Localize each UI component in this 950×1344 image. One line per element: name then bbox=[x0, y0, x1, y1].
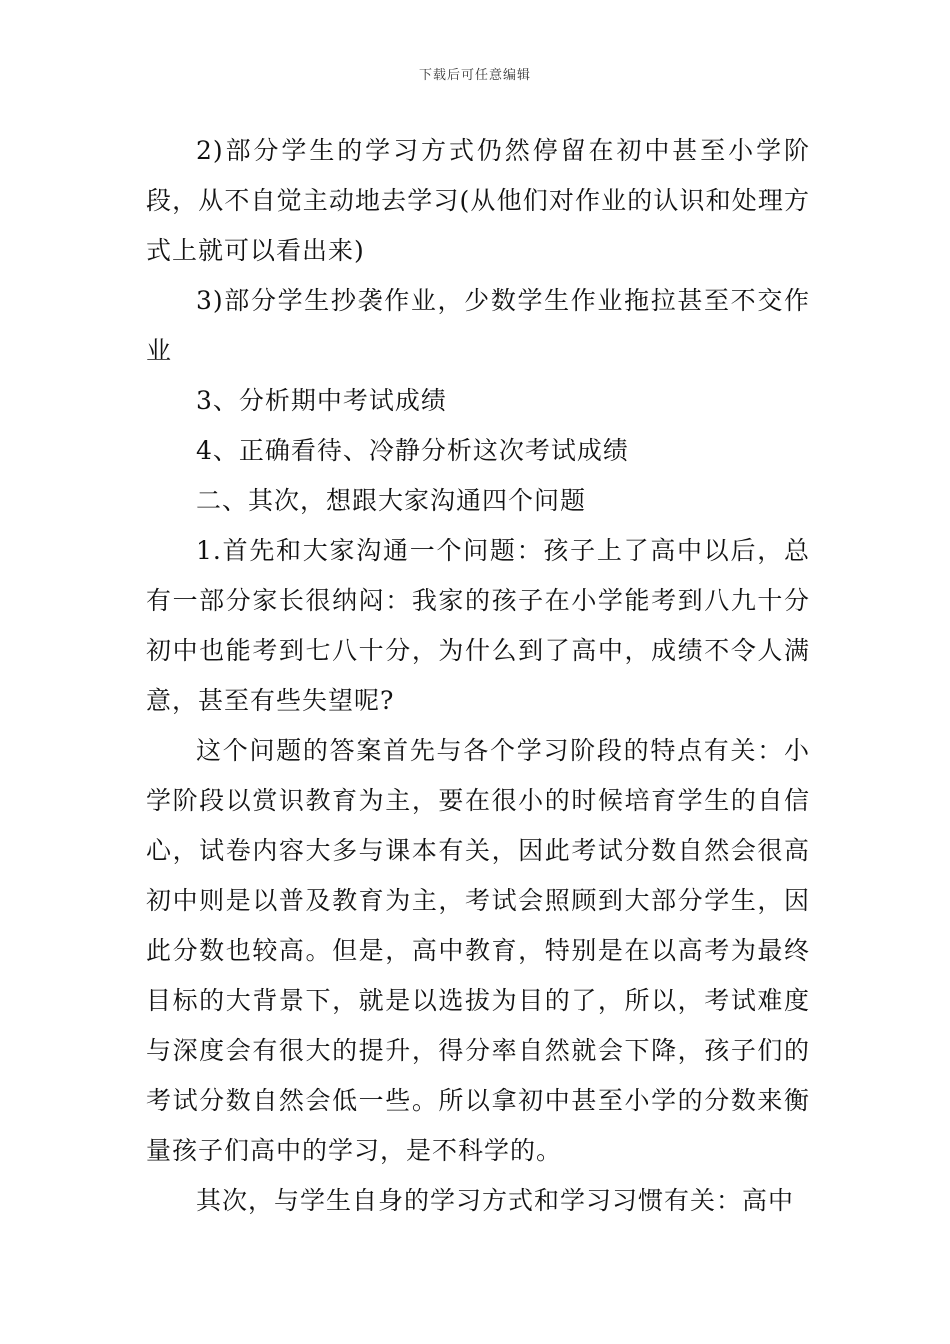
paragraph-6: 1.首先和大家沟通一个问题：孩子上了高中以后，总有一部分家长很纳闷：我家的孩子在小学能考到八九十分初中也能考到七八十分，为什么到了高中，成绩不令人满意，甚至有些失望呢? bbox=[146, 536, 810, 715]
page-header: 下载后可任意编辑 bbox=[418, 68, 531, 83]
paragraph-5: 二、其次，想跟大家沟通四个问题 bbox=[196, 486, 587, 515]
paragraph-3: 3、分析期中考试成绩 bbox=[196, 386, 447, 415]
paragraph-1: 2)部分学生的学习方式仍然停留在初中甚至小学阶段，从不自觉主动地去学习(从他们对作业的认识和处理方式上就可以看出来) bbox=[146, 136, 810, 265]
paragraph-4: 4、正确看待、冷静分析这次考试成绩 bbox=[196, 436, 629, 465]
paragraph-2: 3)部分学生抄袭作业，少数学生作业拖拉甚至不交作业 bbox=[146, 286, 810, 365]
paragraph-8: 其次，与学生自身的学习方式和学习习惯有关：高中 bbox=[196, 1186, 795, 1215]
document-body bbox=[146, 126, 810, 1226]
paragraph-7: 这个问题的答案首先与各个学习阶段的特点有关：小学阶段以赏识教育为主，要在很小的时候培育学生的自信心，试卷内容大多与课本有关，因此考试分数自然会很高初中则是以普及教育为主，考试会照顾到大部分学生，因此分数也较高。但是，高中教育，特别是在以高考为最终目标的大背景下，就是以选拔为目的了，所以，考试难度与深度会有很大的提升，得分率自然就会下降，孩子们的考试分数自然会低一些。所以拿初中甚至小学的分数来衡量孩子们高中的学习，是不科学的。 bbox=[146, 736, 810, 1165]
